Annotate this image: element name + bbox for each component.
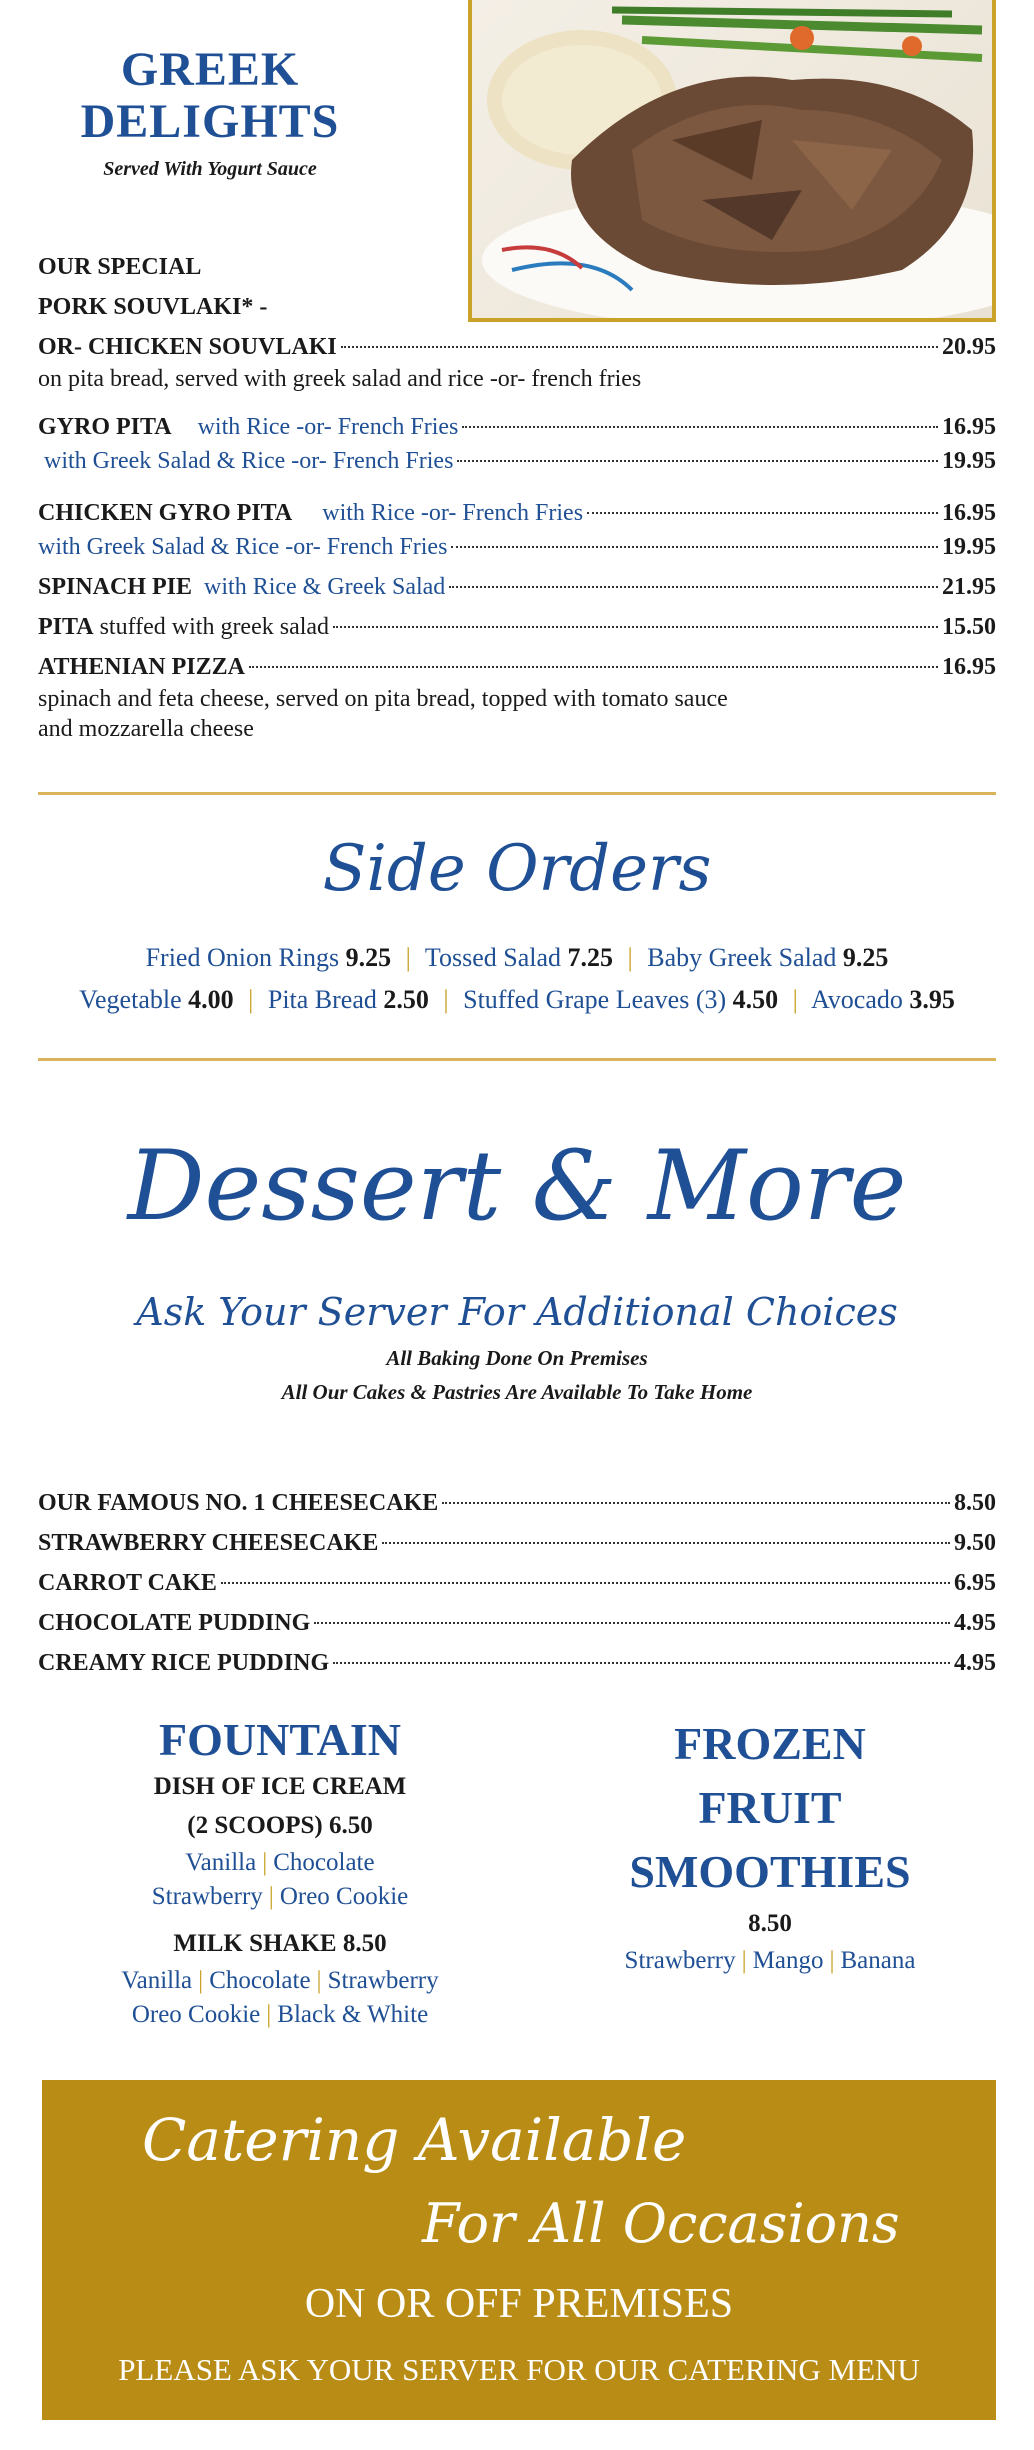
separator: | — [248, 985, 254, 1014]
dessert-item-price: 8.50 — [954, 1490, 996, 1516]
smoothies-title-line3: SMOOTHIES — [629, 1846, 911, 1897]
menu-item-spinach-pie — [38, 572, 996, 602]
dot-leader — [333, 1662, 950, 1664]
dessert-item-5 — [38, 1648, 996, 1678]
side-price-tossed-salad: 7.25 — [567, 943, 614, 972]
menu-item-athenian-description-1: spinach and feta cheese, served on pita bread, topped with tomato sauce — [38, 686, 728, 712]
menu-item-special-description: on pita bread, served with greek salad and rice -or- french fries — [38, 366, 642, 392]
dessert-item-name: OUR FAMOUS NO. 1 CHEESECAKE — [38, 1490, 439, 1516]
menu-item-athenian-price: 16.95 — [942, 654, 996, 680]
menu-item-special-line1: OUR SPECIAL — [38, 254, 202, 280]
dot-leader — [449, 586, 938, 588]
menu-item-chgyro-price2: 19.95 — [942, 534, 996, 560]
fountain-dish-title: DISH OF ICE CREAM — [153, 1773, 407, 1800]
separator: | — [792, 985, 798, 1014]
menu-item-pita-name: PITA — [38, 614, 94, 640]
dot-leader — [587, 512, 938, 514]
greek-title-line1: GREEK — [120, 43, 300, 96]
flavor: Strawberry — [624, 1947, 736, 1974]
dot-leader — [457, 460, 938, 462]
side-item-baby-greek-salad: Baby Greek Salad — [647, 943, 837, 972]
fountain-ice-cream-flavors-2 — [60, 1880, 500, 1914]
section-title-greek-delights — [40, 44, 380, 148]
section-title-side-orders: Side Orders — [322, 832, 712, 906]
dessert-ask-server: Ask Your Server For Additional Choices — [136, 1290, 898, 1334]
menu-item-gyro-option1: with Rice -or- French Fries — [197, 414, 459, 440]
menu-item-spinach-price: 21.95 — [942, 574, 996, 600]
flavor: Vanilla — [121, 1967, 193, 1994]
separator: | — [829, 1947, 835, 1974]
fountain-section — [60, 1712, 500, 2032]
menu-item-chgyro-price1: 16.95 — [942, 500, 996, 526]
menu-item-pita-description: stuffed with greek salad — [99, 614, 330, 640]
flavor: Vanilla — [185, 1849, 257, 1876]
smoothies-price: 8.50 — [748, 1910, 792, 1937]
menu-item-athenian-pizza — [38, 652, 996, 682]
side-price-stuffed-grape-leaves: 4.50 — [732, 985, 779, 1014]
dessert-item-3 — [38, 1568, 996, 1598]
section-title-fountain: FOUNTAIN — [159, 1714, 401, 1765]
menu-item-chgyro-option1: with Rice -or- French Fries — [322, 500, 584, 526]
flavor: Strawberry — [151, 1883, 263, 1910]
menu-item-special-line2: PORK SOUVLAKI* - — [38, 294, 268, 320]
dessert-item-price: 9.50 — [954, 1530, 996, 1556]
side-item-stuffed-grape-leaves: Stuffed Grape Leaves (3) — [463, 985, 727, 1014]
menu-item-pita-price: 15.50 — [942, 614, 996, 640]
smoothies-title-line1: FROZEN — [674, 1718, 866, 1769]
separator: | — [741, 1947, 747, 1974]
fountain-ice-cream-flavors-1 — [60, 1846, 500, 1880]
dessert-item-price: 4.95 — [954, 1610, 996, 1636]
menu-item-spinach-name: SPINACH PIE — [38, 574, 193, 600]
divider — [38, 792, 996, 795]
catering-banner — [42, 2080, 996, 2420]
flavor: Strawberry — [327, 1967, 439, 1994]
menu-item-chicken-gyro-pita — [38, 498, 996, 528]
menu-item-pita — [38, 612, 996, 642]
menu-item-spinach-option: with Rice & Greek Salad — [204, 574, 446, 600]
dot-leader — [249, 666, 938, 668]
dot-leader — [333, 626, 938, 628]
greek-title-line2: DELIGHTS — [80, 95, 340, 148]
smoothies-section — [560, 1712, 980, 1978]
menu-item-special-name: OR- CHICKEN SOUVLAKI — [38, 334, 337, 360]
separator: | — [262, 1849, 268, 1876]
side-item-vegetable: Vegetable — [79, 985, 182, 1014]
flavor: Oreo Cookie — [131, 2001, 261, 2028]
side-item-avocado: Avocado — [810, 985, 903, 1014]
dessert-note-take-home: All Our Cakes & Pastries Are Available To Take Home — [281, 1380, 753, 1404]
catering-script-line1: Catering Available — [142, 2106, 687, 2174]
dot-leader — [221, 1582, 950, 1584]
menu-item-athenian-description-2: and mozzarella cheese — [38, 716, 254, 742]
separator: | — [443, 985, 449, 1014]
separator: | — [405, 943, 411, 972]
menu-item-chgyro-option2: with Greek Salad & Rice -or- French Fries — [38, 534, 448, 560]
dot-leader — [341, 346, 938, 348]
menu-item-gyro-name: GYRO PITA — [38, 414, 172, 440]
fountain-milkshake-flavors-1 — [60, 1964, 500, 1998]
dessert-item-name: CARROT CAKE — [38, 1570, 217, 1596]
side-orders-row-1 — [0, 938, 1034, 978]
catering-premises: ON OR OFF PREMISES — [304, 2281, 734, 2327]
dessert-note-baking: All Baking Done On Premises — [386, 1346, 648, 1370]
flavor: Chocolate — [209, 1967, 311, 1994]
side-price-fried-onion-rings: 9.25 — [345, 943, 392, 972]
fountain-milkshake-flavors-2 — [60, 1998, 500, 2032]
separator: | — [268, 1883, 274, 1910]
dessert-item-name: STRAWBERRY CHEESECAKE — [38, 1530, 379, 1556]
side-item-tossed-salad: Tossed Salad — [424, 943, 562, 972]
side-item-fried-onion-rings: Fried Onion Rings — [145, 943, 340, 972]
fountain-milkshake-title: MILK SHAKE 8.50 — [173, 1930, 387, 1957]
dot-leader — [314, 1622, 950, 1624]
separator: | — [316, 1967, 322, 1994]
fountain-dish-price: (2 SCOOPS) 6.50 — [187, 1812, 373, 1839]
menu-item-special-price: 20.95 — [942, 334, 996, 360]
dessert-item-name: CREAMY RICE PUDDING — [38, 1650, 330, 1676]
flavor: Mango — [752, 1947, 824, 1974]
catering-script-line2: For All Occasions — [422, 2192, 900, 2255]
side-orders-row-2 — [0, 980, 1034, 1020]
smoothies-title-line2: FRUIT — [698, 1782, 842, 1833]
dessert-item-1 — [38, 1488, 996, 1518]
separator: | — [266, 2001, 272, 2028]
flavor: Banana — [840, 1947, 916, 1974]
side-item-pita-bread: Pita Bread — [267, 985, 377, 1014]
flavor: Chocolate — [273, 1849, 375, 1876]
side-price-baby-greek-salad: 9.25 — [842, 943, 889, 972]
dessert-item-price: 4.95 — [954, 1650, 996, 1676]
menu-item-chicken-gyro-combo — [38, 532, 996, 562]
menu-item-gyro-option2: with Greek Salad & Rice -or- French Fries — [44, 448, 454, 474]
section-title-dessert: Dessert & More — [127, 1130, 907, 1242]
menu-item-chgyro-name: CHICKEN GYRO PITA — [38, 500, 293, 526]
dessert-item-2 — [38, 1528, 996, 1558]
greek-subtitle: Served With Yogurt Sauce — [103, 158, 317, 180]
side-price-avocado: 3.95 — [909, 985, 955, 1014]
smoothies-flavors — [560, 1944, 980, 1978]
menu-item-gyro-pita-combo — [38, 446, 996, 476]
flavor: Black & White — [277, 2001, 429, 2028]
dot-leader — [382, 1542, 950, 1544]
separator: | — [627, 943, 633, 972]
divider — [38, 1058, 996, 1061]
side-price-pita-bread: 2.50 — [383, 985, 429, 1014]
menu-item-athenian-name: ATHENIAN PIZZA — [38, 654, 245, 680]
dessert-item-4 — [38, 1608, 996, 1638]
menu-item-gyro-pita — [38, 412, 996, 442]
side-price-vegetable: 4.00 — [188, 985, 234, 1014]
menu-item-gyro-price1: 16.95 — [942, 414, 996, 440]
flavor: Oreo Cookie — [279, 1883, 409, 1910]
dot-leader — [462, 426, 938, 428]
menu-item-gyro-price2: 19.95 — [942, 448, 996, 474]
menu-item-special — [38, 332, 996, 362]
dot-leader — [451, 546, 938, 548]
dessert-item-name: CHOCOLATE PUDDING — [38, 1610, 311, 1636]
dessert-item-price: 6.95 — [954, 1570, 996, 1596]
separator: | — [198, 1967, 204, 1994]
dot-leader — [442, 1502, 950, 1504]
catering-ask-server: PLEASE ASK YOUR SERVER FOR OUR CATERING MENU — [118, 2352, 920, 2387]
